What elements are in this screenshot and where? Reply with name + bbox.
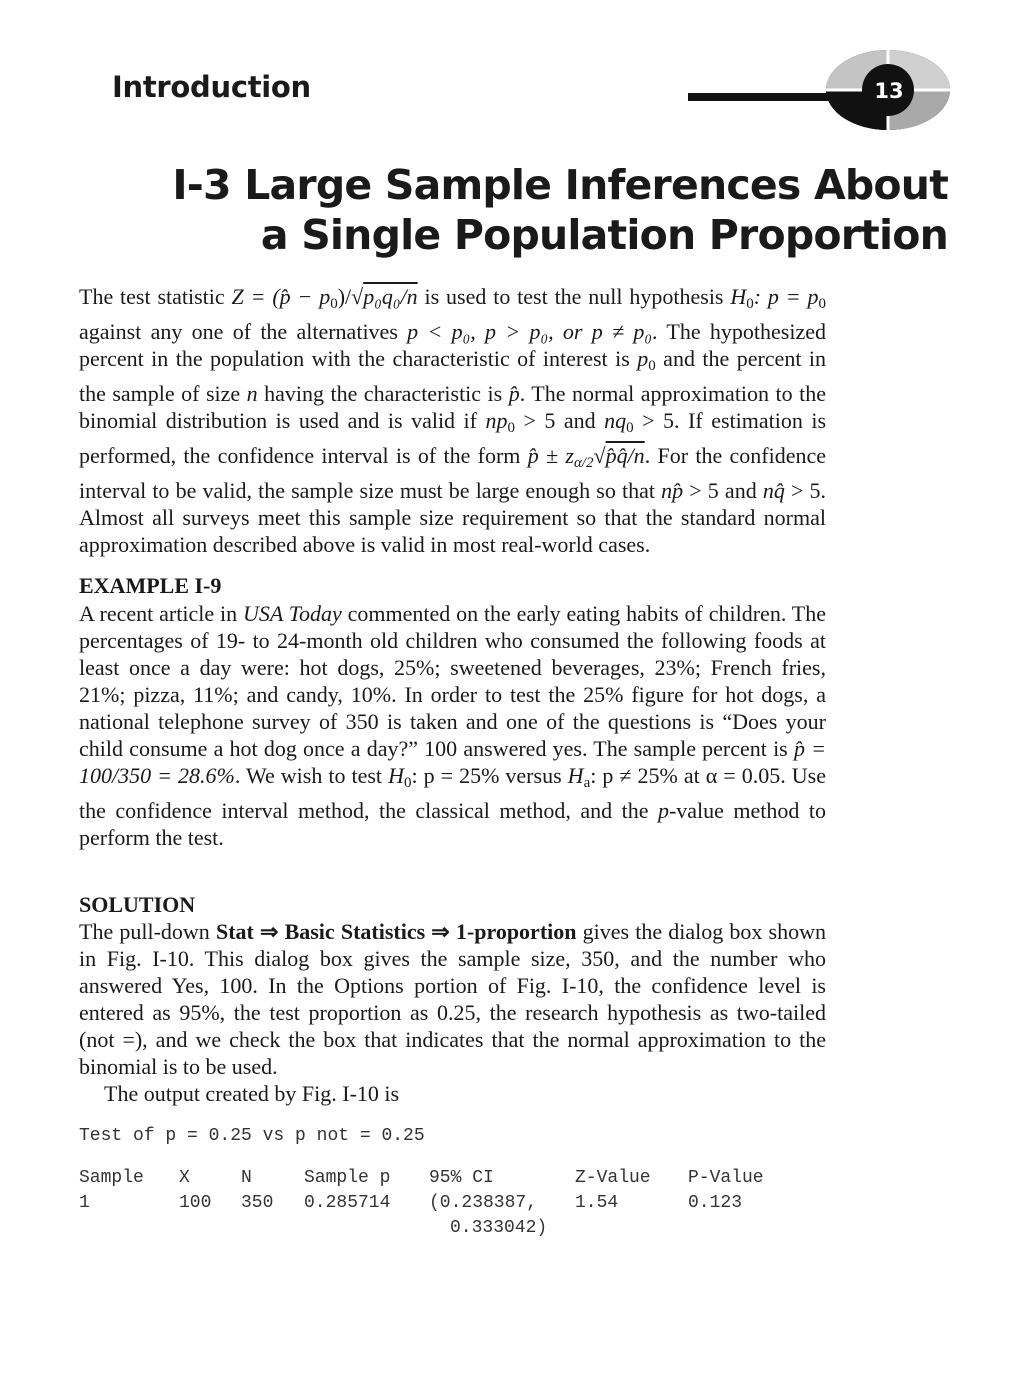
output-cell-z: 1.54 — [575, 1193, 619, 1213]
output-cell-ci: (0.238387, — [429, 1193, 538, 1213]
output-cell-ci-continued: 0.333042) — [450, 1218, 548, 1238]
solution-heading: SOLUTION — [79, 892, 196, 917]
output-cell-sample-p: 0.285714 — [304, 1193, 391, 1213]
output-col-sample: Sample — [79, 1168, 144, 1188]
section-title-line-1: I-3 Large Sample Inferences About — [172, 161, 948, 209]
example-heading: EXAMPLE I-9 — [79, 573, 222, 598]
section-title-line-2: a Single Population Proportion — [260, 211, 948, 259]
menu-path: Stat ⇒ Basic Statistics ⇒ 1-proportion — [215, 919, 577, 944]
example-paragraph: A recent article in USA Today commented on the early eating habits of children. The percentages of 19- to 24-month old children who consumed the following foods at least once a day were: hot dogs, 25%; sweetened beverages, 23%; French fries, 21%; pizza, 11%; and candy, 10%. In order to test the 25% figure for hot dogs, a national telephone survey of 350 is taken and one of the questions is “Does your child consume a hot dog once a day?” 100 answered yes. The sample percent is p̂ = 100/350 = 28.6%. We wish to test $H_0$: p = 25% versus $H_a$: p ≠ 25% at α = 0.05. Use the confidence interval method, the classical method, and the p-value method to perform the test. — [79, 601, 826, 850]
section-title — [172, 160, 948, 260]
page-number: 13 — [874, 79, 904, 103]
output-cell-p: 0.123 — [688, 1193, 743, 1213]
output-col-z: Z-Value — [575, 1168, 651, 1188]
output-col-n: N — [241, 1168, 252, 1188]
output-intro: The output created by Fig. I-10 is — [104, 1081, 400, 1106]
output-cell-x: 100 — [179, 1193, 212, 1213]
solution-paragraph: The pull-down Stat ⇒ Basic Statistics ⇒ 1-proportion gives the dialog box shown in Fig. I-10. This dialog box gives the sample size, 350, and the number who answered Yes, 100. In the Options portion of Fig. I-10, the confidence level is entered as 95%, the test proportion as 0.25, the research hypothesis as two-tailed (not =), and we check the box that indicates that the normal approximation to the binomial is to be used. The output created by Fig. I-10 is — [79, 919, 826, 1106]
output-col-x: X — [179, 1168, 190, 1188]
output-col-ci: 95% CI — [429, 1168, 494, 1188]
intro-paragraph: The test statistic Z = (p̂ − $p_0)/√p_0q_0/n$ is used to test the null hypothesis $H_0$: $p = p_0$ against any one of the alternatives p < p₀, p > p₀, or p ≠ p₀. The hypothesized percent in the population with the characteristic of interest is $p_0$ and the percent in the sample of size n having the characteristic is p̂. The normal approximation to the binomial distribution is used and is valid if $np_0 > 5$ and $nq_0 > 5$. If estimation is performed, the confidence interval is of the form p̂ ± zα/2√p̂q̂/n. For the confidence interval to be valid, the sample size must be large enough so that np̂ > 5 and nq̂ > 5. Almost all surveys meet this sample size requirement so that the standard normal approximation described above is valid in most real-world cases. — [79, 284, 827, 557]
output-cell-sample: 1 — [79, 1193, 90, 1213]
output-col-p: P-Value — [688, 1168, 764, 1188]
output-col-sample-p: Sample p — [304, 1168, 391, 1188]
output-test-line: Test of p = 0.25 vs p not = 0.25 — [79, 1126, 425, 1146]
running-head: Introduction — [112, 70, 311, 104]
output-cell-n: 350 — [241, 1193, 274, 1213]
